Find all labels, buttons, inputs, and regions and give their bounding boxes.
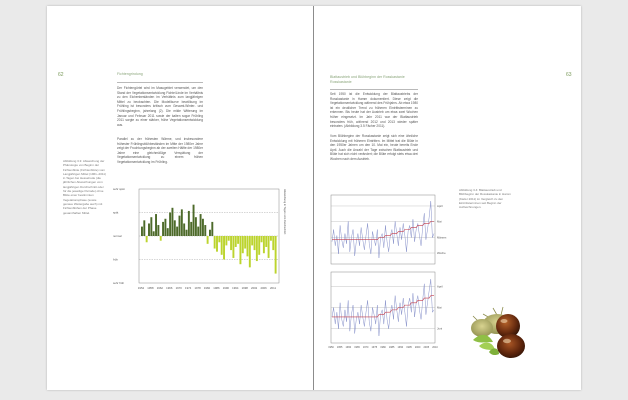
- x-tick-label: 1970: [175, 286, 182, 290]
- bar: [228, 236, 230, 241]
- x-tick-label: 1990: [222, 286, 229, 290]
- bar: [223, 236, 225, 260]
- bar: [251, 236, 253, 245]
- bar: [230, 236, 232, 250]
- bar: [171, 208, 173, 236]
- x-tick-label: 1990: [397, 346, 404, 349]
- bar: [146, 236, 148, 242]
- x-tick-label: 1966: [166, 286, 173, 290]
- bar: [153, 231, 155, 236]
- page-spread: [47, 6, 581, 390]
- bar: [235, 236, 237, 247]
- bar: [232, 236, 234, 258]
- x-tick-label: 2006: [260, 286, 267, 290]
- x-tick-label: 1986: [213, 286, 220, 290]
- x-tick-label: 2000: [414, 346, 421, 349]
- bar: [167, 228, 169, 236]
- x-tick-label: 1960: [345, 346, 352, 349]
- y-band-label: normal: [113, 234, 122, 238]
- bar: [237, 236, 239, 244]
- bar: [197, 227, 199, 236]
- bar: [155, 214, 157, 236]
- bar: [157, 225, 159, 236]
- plot-frame: [331, 195, 435, 264]
- right-title-rule: [330, 89, 418, 90]
- x-tick-label: 1955: [336, 346, 343, 349]
- bar: [218, 236, 220, 242]
- bar: [247, 236, 249, 256]
- bar: [164, 219, 166, 236]
- x-tick-label: 1994: [232, 286, 239, 290]
- x-tick-label: 1985: [388, 346, 395, 349]
- bar: [272, 236, 274, 250]
- x-tick-label: 1958: [147, 286, 154, 290]
- bar: [275, 236, 277, 274]
- bar: [263, 236, 265, 253]
- blattaustrieb-line-chart: [327, 192, 457, 268]
- bar: [239, 236, 241, 264]
- bar: [169, 213, 171, 237]
- bar: [188, 211, 190, 236]
- bar: [183, 223, 185, 236]
- y-tick-label: April: [437, 203, 443, 208]
- bar: [181, 209, 183, 236]
- bar: [216, 236, 218, 252]
- bar: [148, 223, 150, 236]
- right-section-subtitle: Rosskastanie: [330, 80, 352, 84]
- bar: [160, 236, 162, 241]
- x-tick-label: 1998: [241, 286, 248, 290]
- x-tick-label: 1950: [328, 346, 334, 349]
- bar: [270, 236, 272, 241]
- bar: [254, 236, 256, 250]
- x-tick-label: 1954: [137, 286, 145, 290]
- bar: [200, 214, 202, 236]
- bar: [195, 217, 197, 236]
- x-tick-label: 1970: [362, 346, 369, 349]
- y-tick-label: Juni: [437, 326, 443, 331]
- y-axis-label: Abweichung in Tagen vom Durchschnitt: [283, 189, 286, 235]
- y-tick-label: Woche: [437, 251, 446, 256]
- bar: [268, 236, 270, 258]
- fichtenbluete-bar-chart: [111, 183, 305, 297]
- bar: [225, 236, 227, 245]
- bar: [261, 236, 263, 242]
- bar: [162, 222, 164, 236]
- y-band-label: spät: [113, 210, 119, 215]
- bar: [202, 219, 204, 236]
- bar: [242, 236, 244, 253]
- bar: [256, 236, 258, 261]
- left-title-rule: [117, 82, 203, 83]
- left-section-title: Fichtengrindung: [117, 72, 143, 76]
- x-tick-label: 2005: [423, 346, 430, 349]
- bar: [258, 236, 260, 255]
- bar: [244, 236, 246, 249]
- x-tick-label: 1995: [406, 346, 412, 349]
- bar: [204, 225, 206, 236]
- bar: [214, 236, 216, 249]
- y-band-label: sehr früh: [113, 281, 125, 285]
- bar: [176, 227, 178, 236]
- x-tick-label: 1975: [371, 346, 378, 349]
- bar: [141, 227, 143, 236]
- bar: [150, 217, 152, 236]
- y-tick-label: Mai: [437, 305, 442, 310]
- bar: [265, 236, 267, 247]
- bar: [209, 230, 211, 236]
- gutter-line: [313, 6, 314, 390]
- y-tick-label: Märzen: [437, 235, 447, 240]
- bar: [211, 222, 213, 236]
- bar: [186, 230, 188, 236]
- left-figure-caption: Abbildung 3.3: Abweichung der Phänologie von Beginn der Fichtenblüte (Fichtenblüte) vom Langjährigen Mittel (1961–2011) in Tagen bei Hesselrode (die jährlichen Abweichungen vom langjährigen Durchschnitt oder für die jeweilige Periode) ohne Blüte einer bestimmten Vegetationsphase (sowie genaue Weitergabe auch) mit Fichtenblühen der Phase gesamthaften Mittel.: [63, 159, 106, 215]
- bar: [249, 236, 251, 267]
- y-band-label: sehr spät: [113, 187, 125, 191]
- left-paragraph-1: Der Fichtengürtel wird im Masugebiet verwendet, um den Stand der Vegetationsentwicklung Fichte/Linde im Verhältnis zu den Eichenbeständen im Verhältnis zum langjährigen Mittel zu beobachten. Die Modellkurve bewölkung im Frühling ist besonders kritisch zum Gesamt-Winter- und Frühlingsbeginn, jahrelang (2). Die milde Witterung im Januar und Februar 2011 sowie der kalten sogar Frühling 2011 sorgte zu einer stärker, frühe Vegetationsentwicklung aus.: [117, 86, 203, 127]
- bar: [179, 216, 181, 236]
- bar: [193, 205, 195, 236]
- bar: [207, 236, 209, 244]
- chestnut-photo: [433, 304, 529, 368]
- x-tick-label: 1978: [194, 286, 201, 290]
- y-tick-label: April: [437, 284, 443, 289]
- x-tick-label: 1980: [380, 346, 386, 349]
- right-page-number: 63: [566, 72, 572, 78]
- right-paragraph-2: Vom Blühbeginn der Rosskastanie zeigt sich eine ähnliche Entwicklung mit früheren Eintritten. Im Mittel trat die Blüte in den 1950er Jahren um den 10. Mai ein, heute bereits Ende April. Auch die Anzahl der Tage zwischen Blattaustrieb und Blüte hat sich nicht verändert; die Blüte erfolgt stets etwa drei Wochen nach dem Austrieb.: [330, 134, 418, 161]
- bar: [190, 222, 192, 236]
- x-tick-label: 2002: [251, 286, 258, 290]
- bar: [221, 236, 223, 255]
- left-paragraph-2: Parallel zu der frühesten Wärme, und insbesondere frühester Frühlingsblühbeständen im Mitte der 1980er Jahre zeigt der Fruchtungsbeginn ab der zweiten Hälfte der 1980er Jahre eine gleichmäßige Verspätung der Vegetationsentwicklung zu einem frühen Vegetationsentwicklung im Frühling.: [117, 137, 203, 164]
- right-paragraph-1: Seit 1950 ist die Entwicklung der Blattaustriebs der Rosskastanie in Hamm dokumentiert. Diese zeigt die Vegetationsentwicklung während des Frühjahrs. Ab etwa 1980 ist ein deutlicher Trend zu früheren Eintrittsterminen zu erkennen. Bis heute hat der Austrieb um etwa zwei Wochen früher eingesetzt. Im Jahr 2011 war der Blattaustrieb besonders früh, während 2012 und 2013 wieder später eintraten. (Abbildung 3.5 Fächer 2011).: [330, 92, 418, 129]
- y-band-label: früh: [113, 257, 118, 262]
- x-tick-label: 1974: [185, 286, 192, 290]
- x-tick-label: 2010: [432, 346, 438, 349]
- x-tick-label: 1962: [156, 286, 163, 290]
- y-tick-label: Mai: [437, 219, 442, 224]
- right-figure-caption: Abbildung 3.4: Blattaustrieb und Blühbeginn der Rosskastanie in Hamm (Kiefer 2011) im Vergleich zu den Eintrittsterminen seit Beginn der Aufzeichnungen.: [459, 188, 511, 210]
- right-section-title: Blattaustrieb und Blühbeginn der Rosskastanie: [330, 75, 405, 79]
- x-tick-label: 1982: [203, 286, 211, 290]
- bar: [143, 220, 145, 236]
- x-tick-label: 2011: [269, 286, 277, 290]
- left-page-number: 62: [58, 72, 64, 78]
- x-tick-label: 1965: [354, 346, 360, 349]
- bar: [174, 220, 176, 236]
